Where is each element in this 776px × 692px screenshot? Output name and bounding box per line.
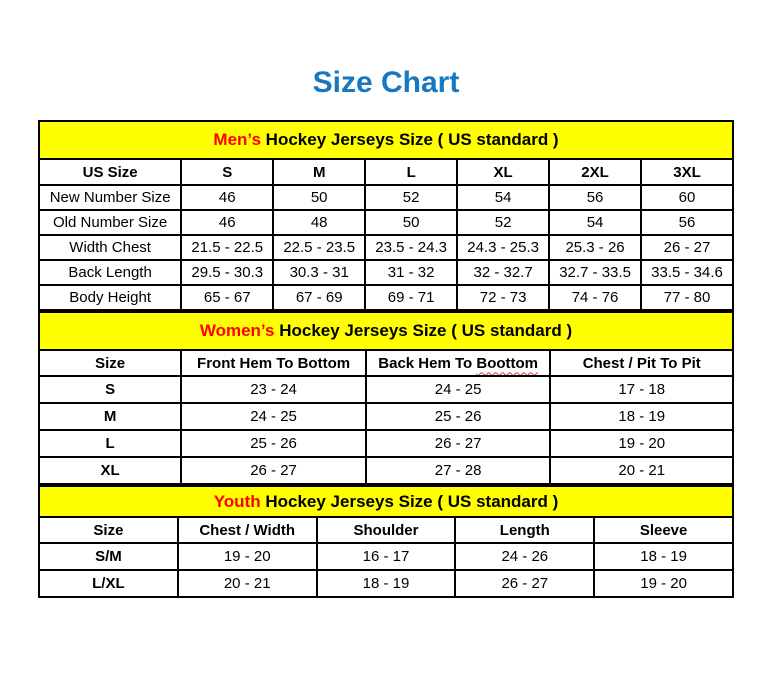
mens-value-cell: 29.5 - 30.3	[181, 260, 273, 285]
youth-banner	[39, 486, 733, 517]
mens-table-row	[39, 260, 733, 285]
womens-value-cell: 23 - 24	[181, 376, 366, 403]
youth-row-label: L/XL	[39, 570, 178, 597]
mens-value-cell: 54	[457, 185, 549, 210]
mens-table-row	[39, 210, 733, 235]
womens-table-row	[39, 430, 733, 457]
mens-value-cell: 69 - 71	[365, 285, 457, 310]
mens-value-cell: 33.5 - 34.6	[641, 260, 733, 285]
mens-value-cell: 65 - 67	[181, 285, 273, 310]
mens-value-cell: 54	[549, 210, 641, 235]
mens-value-cell: 22.5 - 23.5	[273, 235, 365, 260]
mens-value-cell: 26 - 27	[641, 235, 733, 260]
womens-col-header: Back Hem To Boottom	[366, 350, 551, 376]
mens-table-row	[39, 285, 733, 310]
womens-value-cell: 26 - 27	[181, 457, 366, 484]
mens-value-cell: 25.3 - 26	[549, 235, 641, 260]
youth-row-label: S/M	[39, 543, 178, 570]
mens-value-cell: 77 - 80	[641, 285, 733, 310]
mens-col-header: 2XL	[549, 159, 641, 185]
youth-col-header: Sleeve	[594, 517, 733, 543]
womens-value-cell: 24 - 25	[366, 376, 551, 403]
mens-value-cell: 46	[181, 185, 273, 210]
womens-banner-text: Hockey Jerseys Size ( US standard )	[274, 321, 573, 340]
mens-value-cell: 30.3 - 31	[273, 260, 365, 285]
womens-table-row	[39, 376, 733, 403]
youth-value-cell: 16 - 17	[317, 543, 456, 570]
mens-col-header: L	[365, 159, 457, 185]
mens-banner-text: Hockey Jerseys Size ( US standard )	[260, 130, 559, 149]
mens-value-cell: 56	[549, 185, 641, 210]
mens-size-table	[38, 120, 734, 311]
mens-value-cell: 52	[457, 210, 549, 235]
womens-row-label: S	[39, 376, 181, 403]
mens-value-cell: 46	[181, 210, 273, 235]
youth-value-cell: 24 - 26	[455, 543, 594, 570]
youth-col-header: Chest / Width	[178, 517, 317, 543]
mens-value-cell: 32.7 - 33.5	[549, 260, 641, 285]
page-title: Size Chart	[312, 66, 460, 99]
youth-value-cell: 19 - 20	[594, 570, 733, 597]
youth-size-table	[38, 485, 734, 598]
youth-col-header: Length	[455, 517, 594, 543]
mens-row-label: New Number Size	[39, 185, 181, 210]
youth-value-cell: 20 - 21	[178, 570, 317, 597]
womens-size-table	[38, 311, 734, 485]
mens-value-cell: 67 - 69	[273, 285, 365, 310]
size-tables	[38, 120, 734, 598]
mens-value-cell: 56	[641, 210, 733, 235]
mens-col-header: 3XL	[641, 159, 733, 185]
womens-value-cell: 20 - 21	[550, 457, 733, 484]
womens-value-cell: 25 - 26	[181, 430, 366, 457]
youth-value-cell: 18 - 19	[594, 543, 733, 570]
womens-row-label: M	[39, 403, 181, 430]
womens-value-cell: 26 - 27	[366, 430, 551, 457]
mens-value-cell: 21.5 - 22.5	[181, 235, 273, 260]
youth-value-cell: 19 - 20	[178, 543, 317, 570]
mens-banner	[39, 121, 733, 159]
womens-value-cell: 27 - 28	[366, 457, 551, 484]
womens-value-cell: 18 - 19	[550, 403, 733, 430]
mens-value-cell: 23.5 - 24.3	[365, 235, 457, 260]
womens-row-label: L	[39, 430, 181, 457]
youth-table-row	[39, 570, 733, 597]
womens-col-header: Chest / Pit To Pit	[550, 350, 733, 376]
youth-banner-highlight: Youth	[213, 491, 261, 511]
womens-col-header: Size	[39, 350, 181, 376]
mens-value-cell: 32 - 32.7	[457, 260, 549, 285]
youth-value-cell: 18 - 19	[317, 570, 456, 597]
youth-col-header: Shoulder	[317, 517, 456, 543]
mens-value-cell: 74 - 76	[549, 285, 641, 310]
youth-table-row	[39, 543, 733, 570]
mens-value-cell: 31 - 32	[365, 260, 457, 285]
misspelled-word: Boottom	[476, 354, 539, 372]
mens-value-cell: 50	[273, 185, 365, 210]
youth-value-cell: 26 - 27	[455, 570, 594, 597]
mens-table-row	[39, 185, 733, 210]
womens-banner-highlight: Women’s	[199, 321, 275, 340]
womens-col-header: Front Hem To Bottom	[181, 350, 366, 376]
womens-value-cell: 25 - 26	[366, 403, 551, 430]
mens-value-cell: 52	[365, 185, 457, 210]
mens-value-cell: 72 - 73	[457, 285, 549, 310]
mens-col-header: M	[273, 159, 365, 185]
womens-value-cell: 24 - 25	[181, 403, 366, 430]
mens-banner-highlight: Men’s	[213, 130, 261, 149]
womens-table-row	[39, 403, 733, 430]
mens-value-cell: 60	[641, 185, 733, 210]
mens-value-cell: 50	[365, 210, 457, 235]
womens-value-cell: 17 - 18	[550, 376, 733, 403]
womens-banner	[39, 312, 733, 350]
womens-row-label: XL	[39, 457, 181, 484]
mens-col-header: S	[181, 159, 273, 185]
mens-table-row	[39, 235, 733, 260]
mens-row-label: Back Length	[39, 260, 181, 285]
mens-value-cell: 48	[273, 210, 365, 235]
womens-value-cell: 19 - 20	[550, 430, 733, 457]
mens-col-header: US Size	[39, 159, 181, 185]
mens-col-header: XL	[457, 159, 549, 185]
mens-value-cell: 24.3 - 25.3	[457, 235, 549, 260]
youth-banner-text: Hockey Jerseys Size ( US standard )	[260, 491, 559, 511]
womens-table-row	[39, 457, 733, 484]
youth-col-header: Size	[39, 517, 178, 543]
mens-row-label: Body Height	[39, 285, 181, 310]
mens-row-label: Width Chest	[39, 235, 181, 260]
mens-row-label: Old Number Size	[39, 210, 181, 235]
